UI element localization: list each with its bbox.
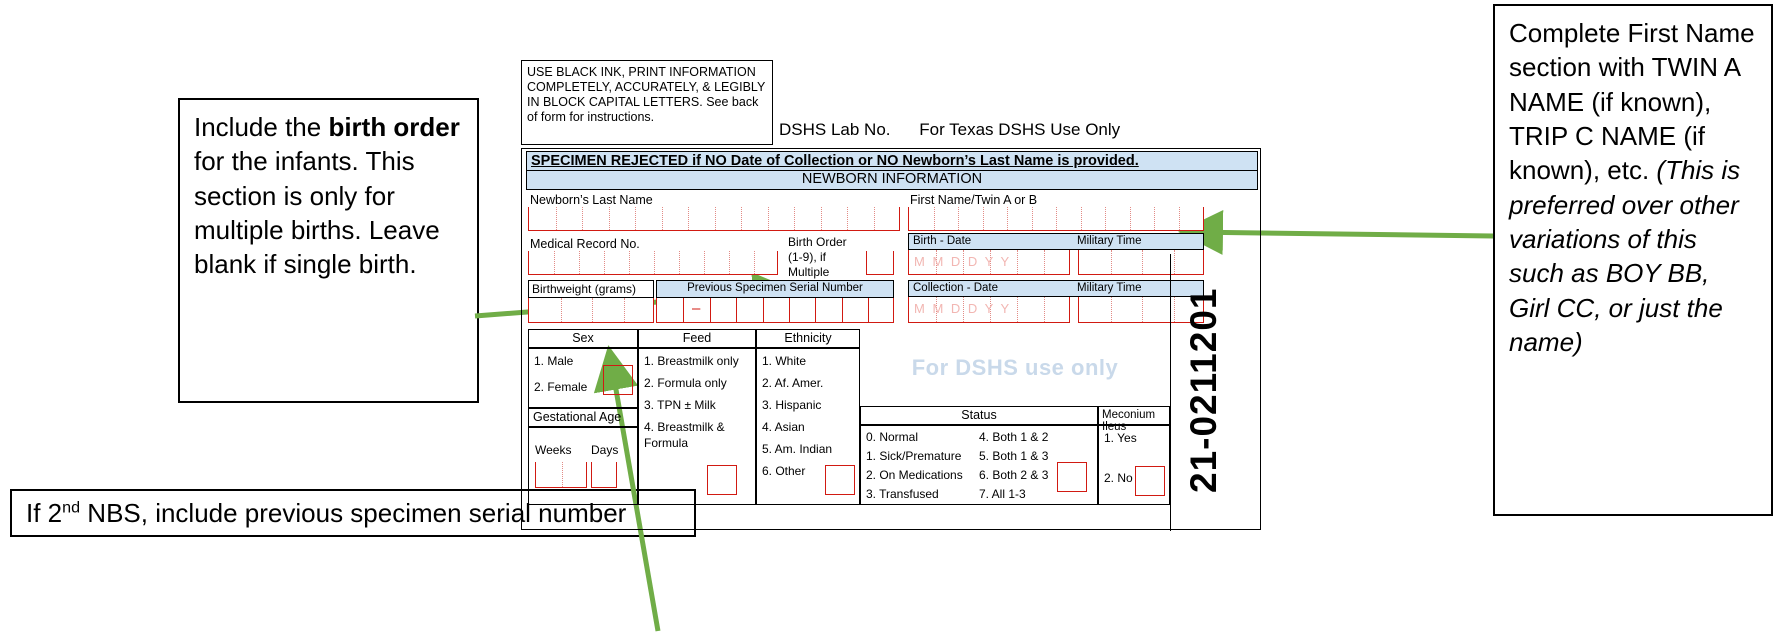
status-option-7[interactable] — [979, 486, 1026, 502]
first-name-twin-input[interactable] — [908, 207, 1204, 231]
previous-specimen-serial-label — [656, 280, 894, 298]
feed-option-1-text: 2. Formula only — [644, 376, 727, 390]
form-instructions — [521, 60, 773, 145]
newborn-last-name-input[interactable] — [528, 207, 900, 231]
feed-option-3-text: 4. Breastmilk & Formula — [644, 420, 725, 451]
lab-no-header — [779, 120, 1249, 140]
status-option-3[interactable] — [866, 486, 939, 502]
collection-date-label: Collection - Date — [913, 282, 999, 294]
sex-option-0[interactable] — [534, 353, 573, 369]
dshs-use-only-watermark-text: For DSHS use only — [911, 355, 1119, 380]
lab-no-label: DSHS Lab No. — [779, 120, 891, 139]
first-name-callout — [1493, 4, 1773, 516]
status-option-2-text: 2. On Medications — [866, 468, 963, 482]
first-name-twin-label-text: First Name/Twin A or B — [910, 193, 1038, 207]
days-label-text: Days — [591, 443, 619, 457]
status-option-6[interactable] — [979, 467, 1048, 483]
specimen-serial-vertical — [1176, 256, 1232, 524]
meconium-header-text: Meconium Ileus — [1102, 409, 1156, 433]
previous-specimen-serial-label-text: Previous Specimen Serial Number — [687, 282, 863, 294]
first-name-twin-label — [910, 193, 1037, 207]
serial-dash: – — [692, 300, 701, 317]
birth-date-label: Birth - Date — [913, 235, 972, 247]
birth-order-label-text: Birth Order (1-9), if Multiple — [788, 235, 847, 279]
dshs-use-only-watermark — [860, 355, 1170, 381]
form-instructions-text: USE BLACK INK, PRINT INFORMATION COMPLETELY, ACCURATELY, & LEGIBLY IN BLOCK CAPITAL LETTERS. See back of form for instructions. — [527, 65, 766, 124]
form-body — [521, 148, 1261, 530]
feed-option-3[interactable] — [644, 419, 750, 451]
status-option-5-text: 5. Both 1 & 3 — [979, 449, 1049, 463]
weeks-label — [535, 442, 571, 458]
birth-date-header — [908, 233, 1204, 250]
ethnicity-header-text: Ethnicity — [784, 331, 832, 345]
newborn-information-text: NEWBORN INFORMATION — [801, 171, 983, 187]
birthweight-label — [528, 280, 654, 298]
dshs-use-only-area — [860, 329, 1170, 406]
status-option-3-text: 3. Transfused — [866, 487, 939, 501]
meconium-header — [1098, 406, 1170, 433]
feed-option-2[interactable] — [644, 397, 716, 413]
reject-banner — [526, 151, 1258, 171]
ethnicity-option-1-text: 2. Af. Amer. — [762, 376, 824, 390]
status-header-text: Status — [961, 408, 997, 422]
sex-checkbox[interactable] — [603, 365, 633, 395]
status-option-0[interactable] — [866, 429, 918, 445]
feed-header — [638, 329, 756, 348]
ethnicity-option-5-text: 6. Other — [762, 464, 806, 478]
status-option-6-text: 6. Both 2 & 3 — [979, 468, 1049, 482]
meconium-option-1-text: 2. No — [1104, 471, 1133, 485]
military-time-2-label: Military Time — [1077, 282, 1142, 294]
previous-serial-callout-text: If 2nd NBS, include previous specimen serial number — [26, 497, 627, 528]
status-option-1-text: 1. Sick/Premature — [866, 449, 962, 463]
status-checkbox[interactable] — [1057, 462, 1087, 492]
newborn-information-banner — [526, 171, 1258, 190]
feed-option-0[interactable] — [644, 353, 739, 369]
sex-header-text: Sex — [572, 331, 594, 345]
gestational-age-header — [528, 408, 638, 427]
birth-order-callout — [178, 98, 479, 403]
ethnicity-option-3-text: 4. Asian — [762, 420, 805, 434]
feed-options — [638, 348, 756, 505]
specimen-serial-vertical-text: 21-0211201 — [1183, 287, 1224, 493]
texas-dshs-use-only: For Texas DSHS Use Only — [919, 120, 1121, 139]
ethnicity-option-0-text: 1. White — [762, 354, 807, 368]
ethnicity-option-0[interactable] — [762, 353, 806, 369]
ethnicity-option-5[interactable] — [762, 463, 805, 479]
ethnicity-option-2-text: 3. Hispanic — [762, 398, 822, 412]
birthweight-label-text: Birthweight (grams) — [532, 282, 637, 296]
feed-option-1[interactable] — [644, 375, 727, 391]
status-option-7-text: 7. All 1-3 — [979, 487, 1026, 501]
military-time-1-label: Military Time — [1077, 235, 1142, 247]
collection-date-mask: M M D D Y Y — [914, 301, 1012, 316]
ethnicity-option-1[interactable] — [762, 375, 823, 391]
feed-option-2-text: 3. TPN ± Milk — [644, 398, 716, 412]
collection-date-header — [908, 280, 1204, 297]
weeks-label-text: Weeks — [535, 443, 572, 457]
first-name-callout-text: Complete First Name section with TWIN A NAME (if known), TRIP C NAME (if known), etc. (This is preferred over other variations of this such as BOY BB, Girl CC, or just the name) — [1509, 18, 1755, 357]
status-header — [860, 406, 1098, 425]
ethnicity-option-4-text: 5. Am. Indian — [762, 442, 833, 456]
sex-option-1-text: 2. Female — [534, 380, 588, 394]
birth-order-label — [788, 235, 860, 280]
sex-option-1[interactable] — [534, 379, 587, 395]
previous-specimen-serial-input[interactable] — [656, 298, 894, 323]
sex-option-0-text: 1. Male — [534, 354, 574, 368]
newborn-last-name-label-text: Newborn’s Last Name — [530, 193, 653, 207]
days-input[interactable] — [591, 462, 617, 488]
barcode-strip-divider — [1170, 254, 1171, 531]
newborn-screening-form — [521, 60, 1261, 530]
status-option-5[interactable] — [979, 448, 1048, 464]
meconium-options — [1098, 425, 1170, 505]
weeks-input[interactable] — [535, 462, 587, 488]
birth-date-input[interactable] — [908, 250, 1070, 275]
collection-date-input[interactable] — [908, 297, 1070, 323]
status-option-1[interactable] — [866, 448, 961, 464]
ethnicity-header — [756, 329, 860, 348]
birth-order-input[interactable] — [866, 251, 894, 275]
ethnicity-options — [756, 348, 860, 505]
status-option-2[interactable] — [866, 467, 963, 483]
status-option-0-text: 0. Normal — [866, 430, 919, 444]
birth-date-mask: M M D D Y Y — [914, 254, 1012, 269]
feed-checkbox[interactable] — [707, 465, 737, 495]
ethnicity-option-3[interactable] — [762, 419, 805, 435]
medical-record-no-label — [530, 237, 640, 251]
medical-record-no-label-text: Medical Record No. — [530, 237, 640, 251]
status-option-4-text: 4. Both 1 & 2 — [979, 430, 1049, 444]
status-options — [860, 425, 1098, 505]
ethnicity-option-4[interactable] — [762, 441, 832, 457]
medical-record-no-input[interactable] — [528, 251, 778, 275]
sex-options — [528, 348, 638, 408]
meconium-option-0[interactable] — [1104, 430, 1137, 446]
ethnicity-option-2[interactable] — [762, 397, 821, 413]
sex-header — [528, 329, 638, 348]
gestational-age-fields — [528, 427, 638, 505]
days-label — [591, 442, 618, 458]
reject-banner-text: SPECIMEN REJECTED if NO Date of Collection or NO Newborn’s Last Name is provided. — [531, 153, 1139, 169]
meconium-option-1[interactable] — [1104, 470, 1133, 486]
meconium-option-0-text: 1. Yes — [1104, 431, 1137, 445]
gestational-age-text: Gestational Age — [533, 410, 622, 424]
birth-order-callout-text: Include the birth order for the infants. This section is only for multiple births. Leave blank if single birth. — [194, 112, 460, 280]
status-option-4[interactable] — [979, 429, 1048, 445]
newborn-last-name-label — [530, 193, 653, 207]
ethnicity-checkbox[interactable] — [825, 465, 855, 495]
feed-option-0-text: 1. Breastmilk only — [644, 354, 739, 368]
birthweight-input[interactable] — [528, 298, 654, 323]
meconium-checkbox[interactable] — [1135, 466, 1165, 496]
feed-header-text: Feed — [682, 331, 712, 345]
